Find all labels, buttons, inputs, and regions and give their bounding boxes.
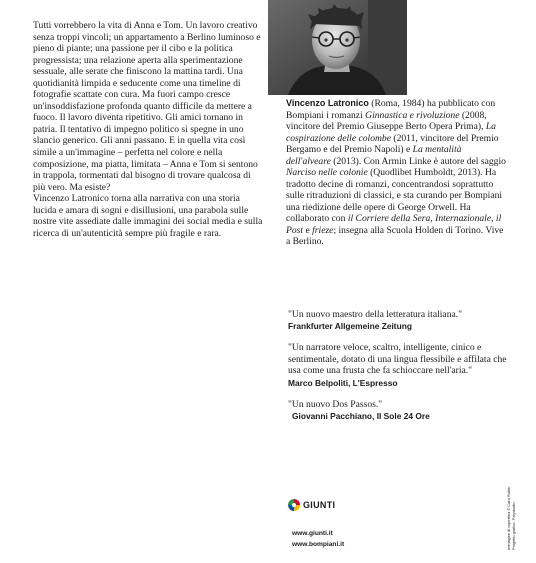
publication-name: Internazionale [435, 213, 492, 224]
publisher-logo [288, 498, 335, 512]
bio-text: , [430, 213, 436, 224]
quote-text: "Un narratore veloce, scaltro, intelligente, cinico e sentimentale, dotato di una lingua flessibile e affilata che usa come una frusta che fa schioccare nell'aria." [288, 342, 507, 377]
publication-name: frieze [312, 224, 334, 236]
blurb-paragraph-1: Tutti vorrebbero la vita di Anna e Tom. Un lavoro creativo senza troppi vincoli; un appartamento a Berlino luminoso e pieno di piante; una passione per il cibo e la politica progressista; una relazione aperta alla sperimentazione sessuale, alle serate che finiscono la mattina tardi. Una quotidianità limpida e seducente come una timeline di fotografie scattate con cura. Ma fuori campo cresce un'insoddisfazione profonda quanto difficile da mettere a fuoco. Il lavoro diventa ripetitivo. Gli amici tornano in patria. Il tentativo di impegno politico si spegne in uno slancio generico. Gli anni passano. E in quella vita così simile a un'immagine – perfetta nel colore e nella composizione, ma piatta, limitata – Anna e Tom si sentono in trappola, tormentati dal bisogno di trovare qualcosa di più vero. Ma esiste? [33, 20, 261, 193]
book-title: La mentalità dell'alveare [286, 144, 462, 167]
bio-text: (Roma, 1984) ha pubblicato con Bompiani i romanzi [286, 98, 496, 121]
press-quote [288, 399, 510, 421]
credit-line: Progetto grafico: Polystudio. [511, 501, 516, 550]
bio-text: , [491, 213, 496, 224]
quote-source: Marco Belpoliti, L'Espresso [288, 377, 398, 388]
press-quotes [288, 309, 510, 432]
credit-line: Immagine di copertina © Cara Rubin. [506, 485, 511, 550]
author-bio [286, 98, 508, 248]
author-photo [268, 0, 407, 95]
publication-name: il Post [286, 213, 502, 236]
giunti-logo-icon [288, 499, 300, 511]
publisher-url[interactable]: www.bompiani.it [292, 541, 345, 548]
book-title: La cospirazione delle colombe [286, 121, 496, 144]
press-quote [288, 309, 510, 331]
quote-text: "Un nuovo Dos Passos." [288, 398, 383, 410]
bio-text: (2013). Con Armin Linke è autore del saggio [330, 155, 506, 167]
publisher-urls [292, 528, 344, 550]
author-name: Vincenzo Latronico [286, 98, 369, 108]
publication-name: il Corriere della Sera [347, 213, 431, 224]
bio-text: e [303, 224, 313, 236]
blurb-paragraph-2: Vincenzo Latronico torna alla narrativa con una storia lucida e amara di sogni e disillusioni, una parabola sulle nostre vite assediate dalle immagini dei social media e sulla ricerca di un'autenticità sempre più fragile e rara. [33, 193, 263, 239]
bio-text: (2008, vincitore del Premio Giuseppe Berto Opera Prima), [286, 109, 487, 132]
publisher-logo-text: GIUNTI [303, 500, 336, 510]
press-quote [288, 342, 510, 387]
publisher-url[interactable]: www.giunti.it [292, 530, 333, 537]
quote-source: Giovanni Pacchiano, Il Sole 24 Ore [292, 411, 430, 422]
quote-source: Frankfurter Allgemeine Zeitung [288, 321, 412, 332]
bio-text: ; insegna alla Scuola Holden di Torino. Vive a Berlino. [286, 224, 504, 247]
cover-credits [506, 472, 528, 550]
bio-text: (Quodlibet Humboldt, 2013). Ha tradotto decine di romanzi, concentrandosi soprattutto sulle ritraduzioni di classici, e sta curando per Bompiani una riedizione delle opere di George Orwell. Ha collaborato con [286, 167, 503, 224]
book-title: Narciso nelle colonie [286, 167, 368, 178]
book-title: Ginnastica e rivoluzione [365, 109, 460, 121]
author-portrait-image [268, 0, 407, 95]
quote-text: "Un nuovo maestro della letteratura italiana." [288, 309, 463, 320]
bio-text: (2011, vincitore del Premio Bergamo e del Premio Napoli) e [286, 132, 499, 155]
back-cover-blurb [33, 20, 265, 239]
